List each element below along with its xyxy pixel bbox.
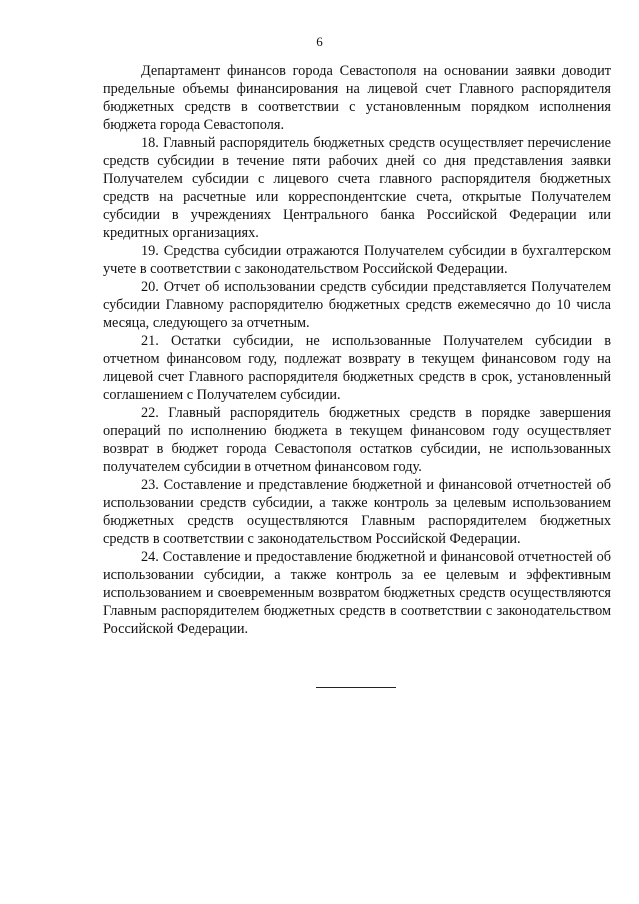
paragraph-funding-limits: Департамент финансов города Севастополя на основании заявки доводит предельные объемы финансирования на лицевой счет Главного распорядителя бюджетных средств в соответствии с установленным порядком исполнения бюджета города Севастополя. [103,63,611,133]
paragraph-21: 21. Остатки субсидии, не использованные Получателем субсидии в отчетном финансовом году, подлежат возврату в текущем финансовом году на лицевой счет Главного распорядителя бюджетных средств в срок, установленный соглашением с Получателем субсидии. [103,333,611,403]
document-body [103,62,611,638]
paragraph-18: 18. Главный распорядитель бюджетных средств осуществляет перечисление средств субсидии в течение пяти рабочих дней со дня представления заявки Получателем субсидии с лицевого счета главного распорядителя бюджетных средств на расчетные или корреспондентские счета, открытые Получателем субсидии в учреждениях Центрального банка Российской Федерации или кредитных организациях. [103,135,611,241]
paragraph-22: 22. Главный распорядитель бюджетных средств в порядке завершения операций по исполнению бюджета в текущем финансовом году осуществляет возврат в бюджет города Севастополя остатков субсидии, не использованных получателем субсидии в отчетном финансовом году. [103,405,611,475]
paragraph-24: 24. Составление и предоставление бюджетной и финансовой отчетностей об использовании субсидии, а также контроль за ее целевым и эффективным использованием и своевременным возвратом бюджетных средств осуществляются Главным распорядителем бюджетных средств в соответствии с законодательством Российской Федерации. [103,549,611,637]
paragraph-20: 20. Отчет об использовании средств субсидии представляется Получателем субсидии Главному распорядителю бюджетных средств ежемесячно до 10 числа месяца, следующего за отчетным. [103,279,611,331]
paragraph-19: 19. Средства субсидии отражаются Получателем субсидии в бухгалтерском учете в соответствии с законодательством Российской Федерации. [103,243,611,277]
end-separator-line [316,687,396,688]
page-number: 6 [316,34,323,49]
paragraph-23: 23. Составление и представление бюджетной и финансовой отчетностей об использовании средств субсидии, а также контроль за целевым использованием бюджетных средств осуществляются Главным распорядителем бюджетных средств в соответствии с законодательством Российской Федерации. [103,477,611,547]
